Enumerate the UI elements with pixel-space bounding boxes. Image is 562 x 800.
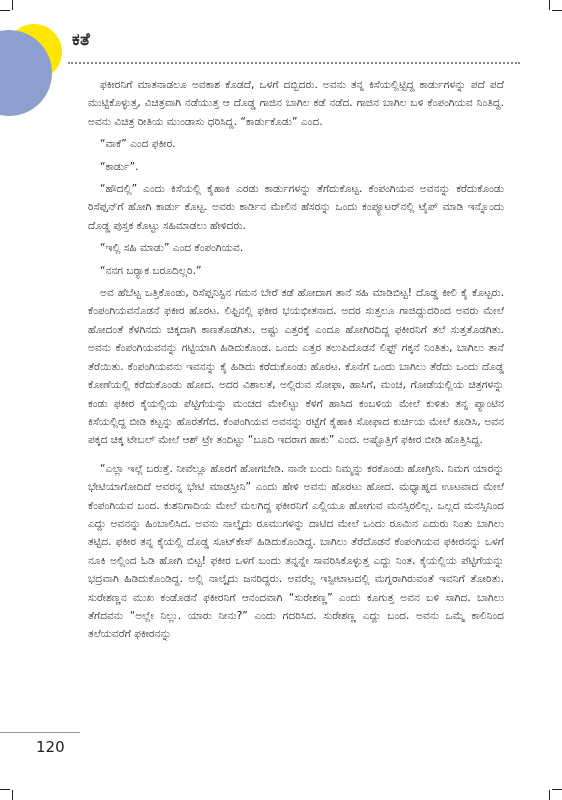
- crop-mark: [552, 789, 562, 790]
- footer-rule: [0, 732, 80, 733]
- crop-mark: [549, 790, 550, 800]
- page-number: 120: [36, 738, 65, 756]
- paragraph: “ಇಲ್ಲಿ ಸಹಿ ಮಾಡು” ಎಂದ ಕೆಂಪಂಗಿಯವ.: [100, 242, 244, 255]
- section-title: ಕತೆ: [72, 30, 91, 50]
- paragraph: “ಎಲ್ಲಾ ಇಲ್ಲೆ ಬರುತ್ತೆ. ನೀವೆಲ್ಲೂ ಹೊರಗೆ ಹೋಗಬೇಡಿ. ನಾನೇ ಬಂದು ನಿಮ್ಮನ್ನು ಕರಕೊಂಡು ಹೋಗ್ತೀನಿ. ನಿಮಗ ಯಾರನ್ನು ಭೇಟಿಯಾಗೋದಿದೆ ಅವರನ್ನ ಭೇಟಿ ಮಾಡಸ್ತೀನಿ” ಎಂದು ಹೇಳಿ ಅವನು ಹೊರಟು ಹೋದ. ಮಧ್ಯಾಹ್ನದ ಊಟವಾದ ಮೇಲೆ ಕೆಂಪಂಗಿಯವ ಬಂದ. ಕುಶನಿಗಾದಿಯ ಮೇಲೆ ಮಲಗಿದ್ದ ಫಕೀರನಿಗೆ ಎಲ್ಲಿಯೂ ಹೋಗುವ ಮನಸ್ಸಿರಲಿಲ್ಲ. ಒಲ್ಲದ ಮನಸ್ಸಿನಿಂದ ಎದ್ದು ಅವನನ್ನು ಹಿಂಬಾಲಿಸಿದ. ಅವನು ನಾಲ್ಕೈದು ರೂಮುಗಳನ್ನು ದಾಟಿದ ಮೇಲೆ ಒಂದು ರೂಮಿನ ಎದುರು ನಿಂತು ಬಾಗಿಲು ತಟ್ಟಿದ. ಫಕೀರ ತನ್ನ ಕೈಯಲ್ಲಿ ದೊಡ್ಡ ಸೂಟ್‌ಕೇಸ್ ಹಿಡಿದುಕೊಂಡಿದ್ದ. ಬಾಗಿಲು ತೆರೆದೊಡನೆ ಕೆಂಪಂಗಿಯವ ಫಕೀರನನ್ನು ಒಳಗೆ ನೂಕಿ ಅಲ್ಲಿಂದ ಓಡಿ ಹೋಗಿ ಬಿಟ್ಟ! ಫಕೀರ ಒಳಗೆ ಬಂದು ತನ್ನನ್ನೇ ಸಾವರಿಸಿಕೊಳ್ಳುತ್ತ ಎದ್ದು ನಿಂತ. ಕೈಯಲ್ಲಿಯ ಪೆಟ್ಟಿಗೆಯನ್ನು ಭದ್ರವಾಗಿ ಹಿಡಿದುಕೊಂಡಿದ್ದ. ಅಲ್ಲಿ ನಾಲ್ಕೈದು ಜನರಿದ್ದರು. ಅವರೆಲ್ಲ ಇಸ್ಪೀಟಾಟದಲ್ಲಿ ಮಗ್ನರಾಗಿರುವಂತೆ ಇವನಿಗೆ ತೋರಿತು. ಸುರೇಶಣ್ಣನ ಮುಖ ಕಂಡೊಡನೆ ಫಕೀರನಿಗೆ ಆನಂದವಾಗಿ “ಸುರೇಶಣ್ಣ” ಎಂದು ಕೂಗುತ್ತ ಅವನ ಬಳಿ ಸಾಗಿದ. ಬಾಗಿಲು ತೆಗೆದವನು “ಅಲ್ಲೇ ನಿಲ್ಲು. ಯಾರು ನೀನು?” ಎಂದು ಗದರಿಸಿದ. ಸುರೇಶಣ್ಣ ಎದ್ದು ಬಂದ. ಅವನು ಒಮ್ಮೆ ಕಾಲಿನಿಂದ ತಲೆಯವರೆಗೆ ಫಕೀರನನ್ನು: [88, 462, 504, 641]
- paragraph: “ನನಗ ಬರ್‍ಯಾಕ ಬರೂದಿಲ್ಲರಿ.”: [100, 264, 202, 277]
- paragraph: ಅವ ಹೆಬೆಟ್ಟ ಒತ್ತಿಕೊಂಡು, ರಿಸೆಪ್ಷನಿಸ್ಟಿನ ಗಮನ ಬೇರೆ ಕಡೆ ಹೋದಾಗ ತಾನೆ ಸಹಿ ಮಾಡಿಬಿಟ್ಟ! ದೊಡ್ಡ ಕೀಲಿ ಕೈ ಕೊಟ್ಟರು. ಕೆಂಪಂಗಿಯವನೊಡನೆ ಫಕೀರ ಹೊರಟ. ಲಿಫ್ಟಿನಲ್ಲಿ ಫಕೀರ ಭಯಭೀತನಾದ. ಅದರ ಸುತ್ತಲೂ ಗಾಜಿದ್ದುದರಿಂದ ಅವರು ಮೇಲೆ ಹೋದಂತೆ ಕೆಳಗಿನದು ಚಿಕ್ಕದಾಗಿ ಕಾಣತೊಡಗಿತು. ಅಷ್ಟು ಎತ್ತರಕ್ಕೆ ಎಂದೂ ಹೋಗಿರದಿದ್ದ ಫಕೀರನಿಗೆ ತಲೆ ಸುತ್ತತೊಡಗಿತು. ಅವನು ಕೆಂಪಂಗಿಯವನನ್ನು ಗಟ್ಟಿಯಾಗಿ ಹಿಡಿದುಕೊಂಡ. ಒಂದು ಎತ್ತರ ತಲುಪಿದೊಡನೆ ಲಿಫ್ಟ್ ಗಕ್ಕನೆ ನಿಂತಿತು, ಬಾಗಿಲು ತಾನೆ ತೆರೆಯಿತು. ಕೆಂಪಂಗಿಯವನು ಇವನನ್ನು ಕೈ ಹಿಡಿದು ಕರೆದುಕೊಂಡು ಹೊರಟ. ಕೊನೆಗೆ ಒಂದು ಬಾಗಿಲು ತೆರೆದು ಒಂದು ದೊಡ್ಡ ಕೋಣೆಯಲ್ಲಿ ಕರೆದುಕೊಂಡು ಹೋದ. ಅದರ ವಿಶಾಲತೆ, ಅಲ್ಲಿರುವ ಸೋಫಾ, ಹಾಸಿಗೆ, ಮಂಚ, ಗೋಡೆಯಲ್ಲಿಯ ಚಿತ್ರಗಳನ್ನು ಕಂಡು ಫಕೀರ ಕೈಯಲ್ಲಿಯ ಪೆಟ್ಟಿಗೆಯನ್ನು ಮಂಚದ ಮೇಲಿಟ್ಟು ಕೆಳಗೆ ಹಾಸಿದ ಕಂಬಳಿಯ ಮೇಲೆ ಕುಳಿತು ತನ್ನ ಪ್ಯಾಂಟಿನ ಕಿಸೆಯಲ್ಲಿದ್ದ ಬೀಡಿ ಕಟ್ಟನ್ನು ಹೊರತೆಗೆದ. ಕೆಂಪಂಗಿಯವ ಅವನನ್ನು ರಟ್ಟೆಗೆ ಕೈಹಾಕಿ ಸೋಫಾದ ಕುರ್ಚಿಯ ಮೇಲೆ ಕೂಡಿಸಿ, ಅವನ ಪಕ್ಕದ ಚಿಕ್ಕ ಟೇಬಲ್ ಮೇಲೆ ಆಶ್ ಟ್ರೇ ತಂದಿಟ್ಟು “ಬೂದಿ ಇದರಾಗ ಹಾಕು” ಎಂದ. ಅಷ್ಟೊತ್ತಿಗೆ ಫಕೀರ ಬೀಡಿ ಹೊತ್ತಿಸಿದ್ದ.: [88, 287, 504, 447]
- crop-mark: [0, 789, 10, 790]
- paragraph: “ವಾಕೆ” ಎಂದ ಫಕೀರ.: [100, 138, 176, 151]
- crop-mark: [12, 0, 13, 10]
- story-body: [88, 76, 504, 644]
- paragraph: ಫಕೀರನಿಗೆ ಮಾತನಾಡಲೂ ಅವಕಾಶ ಕೊಡದೆ, ಒಳಗೆ ದಬ್ಬಿದರು. ಅವನು ತನ್ನ ಕಿಸೆಯಲ್ಲಿಟ್ಟಿದ್ದ ಕಾರ್ಡುಗಳನ್ನು ಪದೆ ಪದೆ ಮುಟ್ಟಿಕೊಳ್ಳುತ್ತ, ವಿಚಿತ್ರವಾಗಿ ನಡೆಯುತ್ತ ಆ ದೊಡ್ಡ ಗಾಜಿನ ಬಾಗಿಲ ಕಡೆ ನಡೆದ. ಗಾಜಿನ ಬಾಗಿಲ ಬಳಿ ಕೆಂಪಂಗಿಯವ ನಿಂತಿದ್ದ. ಅವನು ವಿಚಿತ್ರ ರೀತಿಯ ಮುಂಡಾಸು ಧರಿಸಿದ್ದ. “ಕಾರ್ಡುಕೊಡು” ಎಂದ.: [88, 79, 504, 128]
- crop-mark: [12, 790, 13, 800]
- crop-mark: [549, 0, 550, 10]
- header-dotted-rule: [68, 62, 520, 64]
- crop-mark: [0, 10, 10, 11]
- paragraph: “ಕಾರ್ಡು”.: [100, 160, 139, 173]
- paragraph: “ಹೌದಲ್ಲಿ” ಎಂದು ಕಿಸೆಯಲ್ಲಿ ಕೈಹಾಕಿ ಎರಡು ಕಾರ್ಡುಗಳನ್ನು ತೆಗೆದುಕೊಟ್ಟ. ಕೆಂಪಂಗಿಯವ ಅವನನ್ನು ಕರೆದುಕೊಂಡು ರಿಸೆಪ್ಷನ್‌ಗೆ ಹೋಗಿ ಕಾರ್ಡು ಕೊಟ್ಟ. ಅವರು ಕಾರ್ಡಿನ ಮೇಲಿನ ಹೆಸರನ್ನು ಒಂದು ಕಂಪ್ಯೂಟರ್‌ನಲ್ಲಿ ಟೈಪ್ ಮಾಡಿ ಇನ್ನೊಂದು ದೊಡ್ಡ ಪುಸ್ತಕ ಕೊಟ್ಟು ಸಹಿಮಾಡಲು ಹೇಳಿದರು.: [88, 183, 504, 232]
- crop-mark: [552, 10, 562, 11]
